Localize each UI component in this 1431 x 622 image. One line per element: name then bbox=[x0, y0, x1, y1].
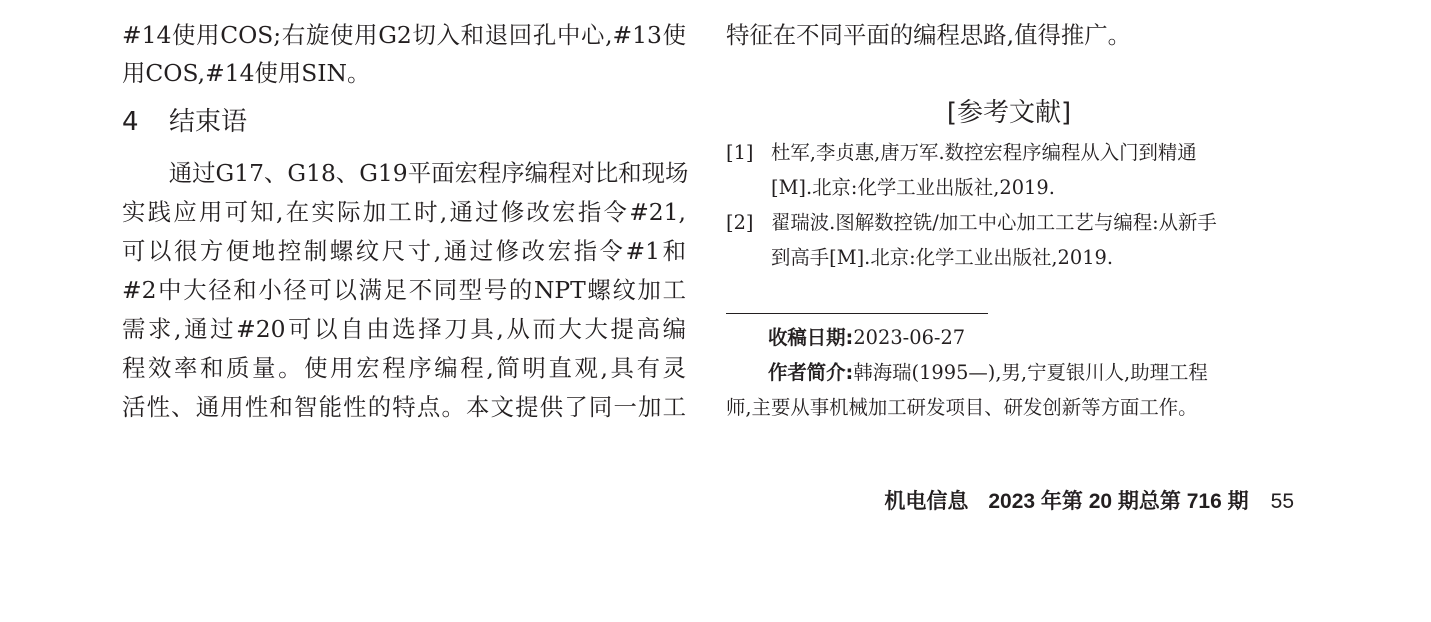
author-bio-text: 师,主要从事机械加工研发项目、研发创新等方面工作。 bbox=[726, 396, 1198, 419]
paragraph-line: 程效率和质量。使用宏程序编程,简明直观,具有灵 bbox=[122, 354, 686, 382]
body-text-line: #14使用COS;右旋使用G2切入和退回孔中心,#13使 bbox=[122, 21, 686, 49]
reference-text: 翟瑞波.图解数控铣/加工中心加工工艺与编程:从新手 bbox=[771, 211, 1217, 234]
references-heading: [参考文献] bbox=[946, 98, 1072, 128]
journal-name: 机电信息 bbox=[884, 490, 969, 513]
author-bio-text: 韩海瑞(1995—),男,宁夏银川人,助理工程 bbox=[853, 361, 1208, 384]
received-date-label: 收稿日期: bbox=[768, 326, 854, 349]
author-bio bbox=[768, 361, 1208, 385]
section-number: 4 bbox=[122, 107, 139, 137]
paragraph-line: 需求,通过#20可以自由选择刀具,从而大大提高编 bbox=[122, 315, 686, 343]
body-text-line: 用COS,#14使用SIN。 bbox=[122, 59, 371, 87]
footnote-divider bbox=[726, 313, 988, 314]
received-date bbox=[768, 326, 965, 350]
reference-number: [1] bbox=[726, 141, 754, 164]
paragraph-line: 活性、通用性和智能性的特点。本文提供了同一加工 bbox=[122, 393, 686, 421]
received-date-value: 2023-06-27 bbox=[853, 326, 966, 349]
issue-info: 2023 年第 20 期总第 716 期 bbox=[988, 490, 1249, 513]
body-text-line: 特征在不同平面的编程思路,值得推广。 bbox=[726, 21, 1132, 49]
paragraph-line: 实践应用可知,在实际加工时,通过修改宏指令#21, bbox=[122, 198, 686, 226]
section-heading bbox=[122, 106, 247, 138]
reference-text: 杜军,李贞惠,唐万军.数控宏程序编程从入门到精通 bbox=[771, 141, 1197, 164]
section-title: 结束语 bbox=[169, 107, 248, 137]
page-number: 55 bbox=[1270, 490, 1294, 513]
reference-number: [2] bbox=[726, 211, 754, 234]
paragraph-line: #2中大径和小径可以满足不同型号的NPT螺纹加工 bbox=[122, 276, 686, 304]
paragraph-line: 通过G17、G18、G19平面宏程序编程对比和现场 bbox=[122, 159, 689, 187]
author-bio-label: 作者简介: bbox=[768, 361, 854, 384]
paragraph-line: 可以很方便地控制螺纹尺寸,通过修改宏指令#1和 bbox=[122, 237, 686, 265]
reference-text: [M].北京:化学工业出版社,2019. bbox=[771, 176, 1055, 199]
page-footer bbox=[884, 488, 1294, 516]
reference-text: 到高手[M].北京:化学工业出版社,2019. bbox=[771, 246, 1114, 269]
